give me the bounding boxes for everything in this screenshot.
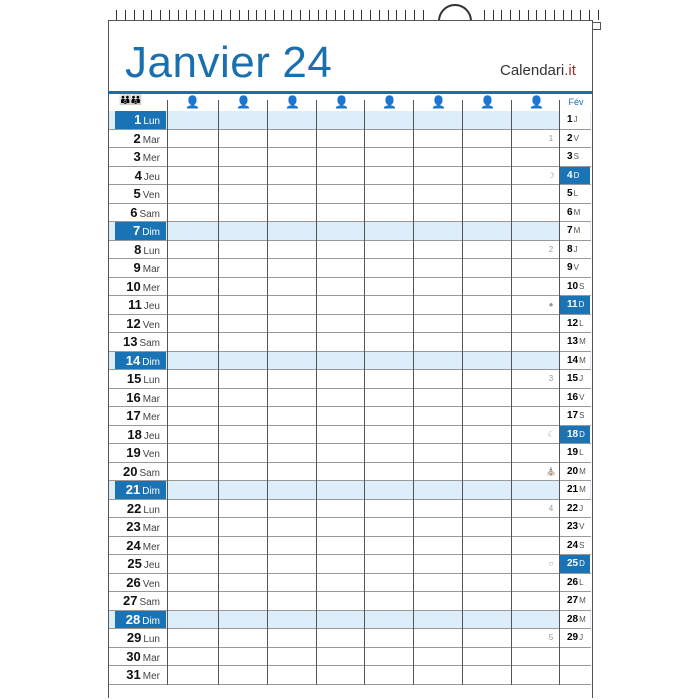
feb-day-number: 14 (567, 354, 579, 366)
family-icon: 👪👪 (119, 95, 140, 106)
day-number: 3 (133, 149, 141, 164)
day-row[interactable] (109, 204, 591, 223)
day-row[interactable] (109, 629, 591, 648)
weekday: Mer (142, 412, 160, 423)
day-note: ☽ (547, 170, 555, 180)
weekday: Jeu (143, 171, 160, 183)
feb-day (559, 185, 590, 203)
day-number: 6 (130, 204, 138, 220)
day-row[interactable] (109, 592, 591, 611)
day-row[interactable] (109, 444, 591, 463)
feb-weekday: V (579, 522, 585, 531)
feb-day-number: 27 (567, 595, 579, 606)
feb-day-number: 21 (567, 484, 579, 495)
column-divider (559, 100, 560, 685)
day-row[interactable] (109, 500, 591, 519)
feb-weekday: J (573, 115, 578, 124)
day-label (109, 278, 166, 296)
day-label (115, 352, 166, 370)
day-number: 5 (133, 186, 141, 201)
day-label (109, 500, 166, 518)
feb-weekday: M (579, 614, 586, 624)
feb-day (559, 463, 590, 481)
day-number: 2 (133, 130, 141, 146)
day-row[interactable] (109, 463, 591, 482)
feb-day-number: 20 (567, 465, 579, 477)
feb-weekday: L (579, 577, 584, 587)
feb-weekday: S (579, 411, 585, 420)
spiral-ring (536, 10, 546, 20)
spiral-ring (134, 10, 144, 20)
day-row[interactable] (109, 333, 591, 352)
day-note: ○ (548, 559, 554, 568)
day-row[interactable] (109, 666, 591, 685)
feb-day (559, 426, 590, 444)
day-number: 27 (122, 593, 138, 608)
feb-day-number: 6 (567, 206, 573, 218)
day-number: 13 (122, 334, 138, 349)
day-number: 15 (126, 371, 142, 386)
feb-weekday: J (573, 244, 578, 254)
day-number: 31 (126, 667, 141, 682)
day-label (115, 111, 166, 129)
day-note: ⛪ (546, 466, 556, 476)
brand-logo (500, 62, 576, 79)
person-icon: 👤 (480, 95, 495, 109)
feb-day-number: 19 (567, 447, 579, 458)
day-label (109, 555, 166, 573)
feb-weekday: V (573, 133, 579, 143)
weekday: Sam (139, 208, 160, 220)
feb-day (559, 148, 590, 166)
next-month-label: Fév (568, 97, 584, 107)
day-number: 11 (128, 297, 142, 312)
feb-day-number: 11 (567, 299, 578, 310)
day-row[interactable] (109, 518, 591, 537)
day-row[interactable] (109, 481, 591, 500)
day-row[interactable] (109, 130, 591, 149)
spiral-ring (204, 10, 214, 20)
day-number: 18 (127, 426, 142, 442)
day-label (115, 222, 166, 240)
year: 24 (282, 38, 333, 87)
day-number: 16 (126, 389, 141, 405)
weekday: Ven (142, 578, 160, 590)
day-label (115, 481, 166, 499)
column-divider (316, 100, 317, 685)
feb-day-number: 15 (567, 373, 579, 384)
day-row[interactable] (109, 370, 591, 389)
feb-weekday: J (579, 503, 584, 513)
day-number: 23 (126, 519, 141, 534)
day-label (109, 389, 166, 407)
feb-day-empty (559, 666, 590, 684)
day-label (109, 407, 166, 425)
feb-day-number: 22 (567, 502, 579, 514)
page-title (125, 38, 332, 88)
weekday: Lun (143, 375, 160, 386)
day-number: 22 (126, 500, 142, 516)
weekday: Mar (142, 134, 160, 146)
day-label (109, 296, 166, 314)
month-name: Janvier (125, 38, 271, 87)
day-row[interactable] (109, 574, 591, 593)
day-label (109, 241, 166, 259)
feb-day (559, 222, 590, 240)
feb-day-number: 8 (567, 243, 573, 255)
feb-day (559, 629, 590, 647)
day-row[interactable] (109, 648, 591, 667)
day-row[interactable] (109, 241, 591, 260)
feb-day-number: 1 (567, 114, 573, 125)
feb-weekday: D (579, 429, 585, 439)
feb-day (559, 537, 590, 555)
spiral-ring (361, 10, 371, 20)
day-row[interactable] (109, 407, 591, 426)
spiral-ring (501, 10, 511, 20)
day-row[interactable] (109, 296, 591, 315)
feb-weekday: D (579, 559, 585, 568)
spiral-ring (484, 10, 494, 20)
feb-day (559, 389, 590, 407)
person-icon: 👤 (382, 95, 397, 109)
feb-day (559, 481, 590, 499)
feb-weekday: M (579, 337, 586, 346)
day-row[interactable] (109, 611, 591, 630)
day-label (109, 167, 166, 185)
weekday: Jeu (143, 430, 160, 442)
day-row[interactable] (109, 537, 591, 556)
day-number: 25 (127, 556, 142, 571)
feb-weekday: V (579, 392, 585, 402)
day-row[interactable] (109, 222, 591, 241)
feb-weekday: M (579, 485, 586, 494)
feb-day-number: 16 (567, 391, 579, 403)
weekday: Mar (142, 264, 160, 275)
weekday: Lun (143, 504, 160, 516)
weekday: Sam (139, 597, 160, 608)
feb-day (559, 130, 590, 148)
day-label (109, 463, 166, 481)
weekday: Mer (142, 282, 160, 294)
day-label (115, 611, 166, 629)
day-number: 8 (134, 241, 142, 257)
day-number: 7 (132, 223, 141, 238)
day-label (109, 518, 166, 536)
day-label (109, 444, 166, 462)
day-row[interactable] (109, 426, 591, 445)
person-icon: 👤 (529, 95, 544, 109)
day-number: 20 (122, 463, 138, 479)
weekday: Lun (143, 634, 160, 645)
feb-day (559, 167, 590, 185)
spiral-ring (571, 10, 581, 20)
feb-day-number: 25 (567, 558, 579, 569)
feb-weekday: M (573, 226, 581, 235)
feb-day-empty (559, 648, 590, 666)
feb-day (559, 352, 590, 370)
feb-day-number: 7 (567, 225, 573, 236)
day-label (109, 666, 166, 684)
day-row[interactable] (109, 389, 591, 408)
column-divider (462, 100, 463, 685)
weekday: Ven (142, 190, 160, 201)
weekday: Mer (142, 541, 160, 553)
weekday: Ven (142, 319, 160, 331)
spiral-ring (256, 10, 266, 20)
weekday: Mer (142, 153, 160, 164)
day-number: 1 (134, 112, 142, 127)
day-number: 26 (126, 574, 141, 590)
feb-day (559, 555, 590, 573)
feb-day (559, 241, 590, 259)
feb-day-number: 3 (567, 151, 573, 162)
feb-day-number: 17 (567, 410, 579, 421)
spiral-ring (379, 10, 389, 20)
feb-weekday: J (579, 374, 584, 383)
weekday: Mar (142, 652, 160, 664)
feb-day (559, 315, 590, 333)
feb-day (559, 500, 590, 518)
day-row[interactable] (109, 352, 591, 371)
day-row[interactable] (109, 278, 591, 297)
day-note: 1 (548, 133, 554, 143)
day-number: 19 (126, 445, 141, 460)
spiral-ring (274, 10, 284, 20)
spiral-ring (414, 10, 424, 20)
feb-day-number: 2 (567, 132, 573, 144)
feb-weekday: D (573, 170, 580, 180)
day-note: ● (548, 300, 554, 309)
weekday: Mar (142, 393, 160, 405)
feb-day-number: 10 (567, 280, 579, 292)
spiral-ring (519, 10, 529, 20)
column-divider (167, 100, 168, 685)
day-number: 12 (126, 315, 141, 331)
spiral-ring (554, 10, 564, 20)
day-label (109, 648, 166, 666)
day-label (109, 370, 166, 388)
feb-weekday: L (573, 189, 579, 198)
day-label (109, 592, 166, 610)
spiral-ring (221, 10, 231, 20)
spiral-ring (309, 10, 319, 20)
column-divider (267, 100, 268, 685)
person-icon: 👤 (334, 95, 349, 109)
feb-day (559, 574, 590, 592)
brand-name: Calendari (500, 62, 565, 79)
brand-suffix: .it (564, 62, 576, 79)
day-label (109, 426, 166, 444)
day-note: 2 (548, 244, 554, 254)
feb-day (559, 296, 590, 314)
day-label (109, 537, 166, 555)
person-icon: 👤 (431, 95, 446, 109)
weekday: Mar (142, 523, 160, 534)
weekday: Dim (142, 615, 160, 627)
feb-day (559, 611, 590, 629)
spiral-ring (291, 10, 301, 20)
day-note: 3 (548, 374, 554, 383)
feb-day-number: 26 (567, 576, 579, 588)
weekday: Dim (142, 486, 160, 497)
feb-weekday: M (579, 596, 586, 605)
day-label (109, 574, 166, 592)
feb-day (559, 518, 590, 536)
spiral-ring (169, 10, 179, 20)
weekday: Lun (143, 245, 160, 257)
day-number: 10 (126, 278, 141, 294)
feb-weekday: S (573, 152, 579, 161)
person-icon: 👤 (285, 95, 300, 109)
day-label (109, 148, 166, 166)
day-row[interactable] (109, 185, 591, 204)
spiral-ring (344, 10, 354, 20)
feb-day-number: 29 (567, 632, 579, 643)
weekday: Sam (139, 467, 160, 479)
weekday: Mer (142, 671, 160, 682)
day-label (109, 259, 166, 277)
feb-weekday: L (579, 448, 584, 457)
day-number: 29 (126, 630, 142, 645)
day-number: 17 (126, 408, 141, 423)
day-label (109, 315, 166, 333)
spiral-ring (151, 10, 161, 20)
column-divider (218, 100, 219, 685)
day-row[interactable] (109, 167, 591, 186)
column-header-row (109, 94, 591, 111)
spiral-ring (116, 10, 126, 20)
day-number: 9 (133, 260, 141, 275)
feb-day (559, 407, 590, 425)
weekday: Ven (142, 449, 160, 460)
feb-day-number: 23 (567, 521, 579, 532)
feb-day (559, 204, 590, 222)
feb-day-number: 13 (567, 336, 579, 347)
day-row[interactable] (109, 315, 591, 334)
feb-weekday: M (579, 466, 586, 476)
feb-weekday: V (573, 263, 579, 272)
spiral-ring (239, 10, 249, 20)
weekday: Jeu (143, 560, 160, 571)
feb-day (559, 259, 590, 277)
day-number: 28 (125, 611, 141, 627)
spiral-ring (589, 10, 599, 20)
feb-day-number: 28 (567, 613, 579, 625)
spiral-ring (326, 10, 336, 20)
spiral-ring (186, 10, 196, 20)
column-divider (364, 100, 365, 685)
feb-day-number: 12 (567, 317, 579, 329)
day-label (109, 185, 166, 203)
person-icon: 👤 (185, 95, 200, 109)
column-divider (413, 100, 414, 685)
weekday: Jeu (143, 301, 160, 312)
day-note: 5 (548, 633, 554, 642)
feb-day-number: 9 (567, 262, 573, 273)
feb-weekday: L (579, 318, 584, 328)
feb-weekday: S (579, 281, 585, 291)
weekday: Dim (142, 227, 160, 238)
feb-day (559, 333, 590, 351)
feb-day-number: 24 (567, 539, 579, 551)
feb-day-number: 4 (567, 169, 573, 181)
weekday: Sam (139, 338, 160, 349)
feb-day (559, 370, 590, 388)
day-label (109, 629, 166, 647)
day-row[interactable] (109, 148, 591, 167)
day-note: ☾ (547, 429, 555, 439)
feb-day-number: 5 (567, 188, 573, 199)
feb-day (559, 444, 590, 462)
day-number: 24 (126, 537, 141, 553)
day-row[interactable] (109, 111, 591, 130)
weekday: Lun (143, 116, 160, 127)
feb-weekday: J (579, 633, 584, 642)
feb-weekday: S (579, 540, 585, 550)
column-divider (511, 100, 512, 685)
person-icon: 👤 (236, 95, 251, 109)
feb-day (559, 111, 590, 129)
day-label (109, 333, 166, 351)
weekday: Dim (142, 356, 160, 368)
day-number: 21 (125, 482, 141, 497)
feb-weekday: M (573, 207, 581, 217)
day-label (109, 204, 166, 222)
feb-day-number: 18 (567, 428, 579, 440)
day-row[interactable] (109, 259, 591, 278)
day-number: 30 (126, 648, 141, 664)
day-number: 14 (125, 352, 141, 368)
feb-weekday: D (578, 300, 585, 309)
day-number: 4 (134, 167, 142, 183)
spiral-ring (396, 10, 406, 20)
day-row[interactable] (109, 555, 591, 574)
day-label (109, 130, 166, 148)
feb-day (559, 278, 590, 296)
feb-weekday: M (579, 355, 586, 365)
day-note: 4 (548, 503, 554, 513)
feb-day (559, 592, 590, 610)
